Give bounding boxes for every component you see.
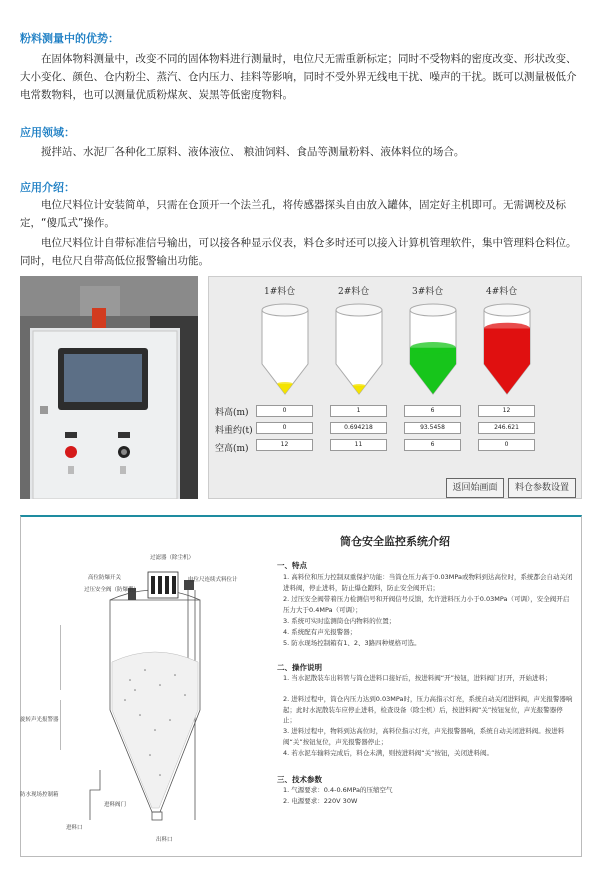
operation-item: 1. 当水泥散装车出料管与筒仓进料口接好后，按进料阀“开”按钮，进料阀门打开，开始进料；	[283, 674, 552, 682]
value-cell: 246.621	[478, 422, 535, 434]
silo-1	[262, 304, 308, 394]
operation-item: 3. 进料过程中，物料到达高位时，高料位指示灯亮，声光报警器响，系统自动关闭进料阀。按进料阀“关”按钮复位，声光报警器停止；	[283, 727, 565, 746]
silo-2	[336, 304, 382, 394]
filter-label: 过滤器（除尘机）	[150, 555, 195, 561]
silo-3	[410, 304, 456, 394]
level-meter-label: 电位尺连续式料位计	[188, 577, 238, 583]
tech-heading: 三、技术参数	[277, 775, 322, 784]
control-cabinet-photo	[20, 276, 198, 499]
control-box-label: 防水现场控制箱	[20, 792, 59, 798]
value-cell: 6	[404, 439, 461, 451]
value-cell: 6	[404, 405, 461, 417]
silo-settings-button[interactable]: 料仓参数设置	[508, 478, 576, 498]
advantage-heading: 粉料测量中的优势：	[20, 32, 119, 45]
feature-item: 3. 系统可实时监测筒仓内物料的位置；	[283, 617, 396, 625]
silo-1-label: 1#料仓	[264, 287, 296, 297]
row-label-height: 料高(m)	[215, 408, 249, 418]
intro-heading: 应用介绍：	[20, 181, 75, 194]
tech-item: 2. 电源要求：220V 30W	[283, 797, 358, 805]
feature-item: 5. 防水现场控制箱有1、2、3路四种规格可选。	[283, 639, 421, 647]
value-cell: 0	[256, 422, 313, 434]
value-cell: 0	[256, 405, 313, 417]
silo-3-label: 3#料仓	[412, 287, 444, 297]
application-heading: 应用领域：	[20, 126, 75, 139]
outlet-label: 出料口	[156, 837, 173, 843]
row-label-weight: 料重约(t)	[215, 426, 253, 436]
feature-item: 4. 系统配有声光报警器；	[283, 628, 357, 636]
value-cell: 12	[256, 439, 313, 451]
feature-item: 1. 高料位和压力控制双重保护功能：当筒仓压力高于0.03MPa或物料到达高位时，系统都会自动关闭进料阀，停止进料，防止爆仓跑料，防止安全阀开启；	[283, 573, 573, 592]
intro-text-2: 电位尺料位计自带标准信号输出，可以接各种显示仪表，料仓多时还可以接入计算机管理软件，集中管理料仓料位。同时，电位尺自带高低位报警输出功能。	[20, 237, 577, 267]
operations-heading: 二、操作说明	[277, 663, 322, 672]
operation-item: 4. 若水泥车输料完成后，料仓未满，则按进料阀“关”按钮，关闭进料阀。	[283, 749, 494, 757]
value-cell: 93.5458	[404, 422, 461, 434]
silo-4-label: 4#料仓	[486, 287, 518, 297]
silo-2-label: 2#料仓	[338, 287, 370, 297]
value-cell: 0.694218	[330, 422, 387, 434]
intro-text-1: 电位尺料位计安装简单，只需在仓顶开一个法兰孔，将传感器探头自由放入罐体，固定好主机即可。无需调校及标定，“傻瓜式”操作。	[20, 199, 566, 229]
operation-item: 2. 进料过程中，筒仓内压力达到0.03MPa时，压力高指示灯亮，系统自动关闭进料阀，声光报警器响起；此时水泥散装车应停止进料，检查设备（除尘机）后，按进料阀“关”按钮复位，声光报警器停止；	[283, 695, 573, 724]
advantage-text: 在固体物料测量中，改变不同的固体物料进行测量时，电位尺无需重新标定；同时不受物料的密度改变、形状改变、大小变化、颜色、仓内粉尘、蒸汽、仓内压力、挂料等影响，同时不受外界无线电干扰、噪声的干扰。既可以测量极低介电常数物料，也可以测量优质粉煤灰、炭黑等低密度物料。	[20, 53, 577, 101]
return-home-button[interactable]: 返回始画面	[446, 478, 504, 498]
row-label-empty: 空高(m)	[215, 444, 249, 454]
value-cell: 12	[478, 405, 535, 417]
silo-4	[484, 304, 530, 394]
value-cell: 11	[330, 439, 387, 451]
inlet-valve-label: 进料阀门	[104, 802, 127, 808]
feature-item: 2. 过压安全阀带着压力检测信号和开阀信号反馈，允许进料压力小于0.03MPa（可调），安全阀开启压力大于0.4MPa（可调）；	[283, 595, 570, 614]
features-heading: 一、特点	[277, 561, 307, 570]
safety-valve-label: 过压安全阀（防爆型）	[84, 587, 140, 593]
silo-3-fill	[410, 348, 456, 394]
pressure-valve-label: 高位防爆开关	[88, 575, 122, 581]
silo-diagram	[60, 550, 250, 850]
inlet-label: 进料口	[66, 825, 83, 831]
value-cell: 1	[330, 405, 387, 417]
panel-title: 筒仓安全监控系统介绍	[340, 535, 450, 548]
application-text: 搅拌站、水泥厂各种化工原料、液体液位、 粮油饲料、食品等测量粉料、液体料位的场合。	[41, 146, 465, 158]
value-cell: 0	[478, 439, 535, 451]
silo-4-fill	[484, 328, 530, 394]
tech-item: 1. 气源要求：0.4-0.6MPa的压缩空气	[283, 786, 393, 794]
alarm-label: 旋转声光报警器	[20, 717, 59, 723]
